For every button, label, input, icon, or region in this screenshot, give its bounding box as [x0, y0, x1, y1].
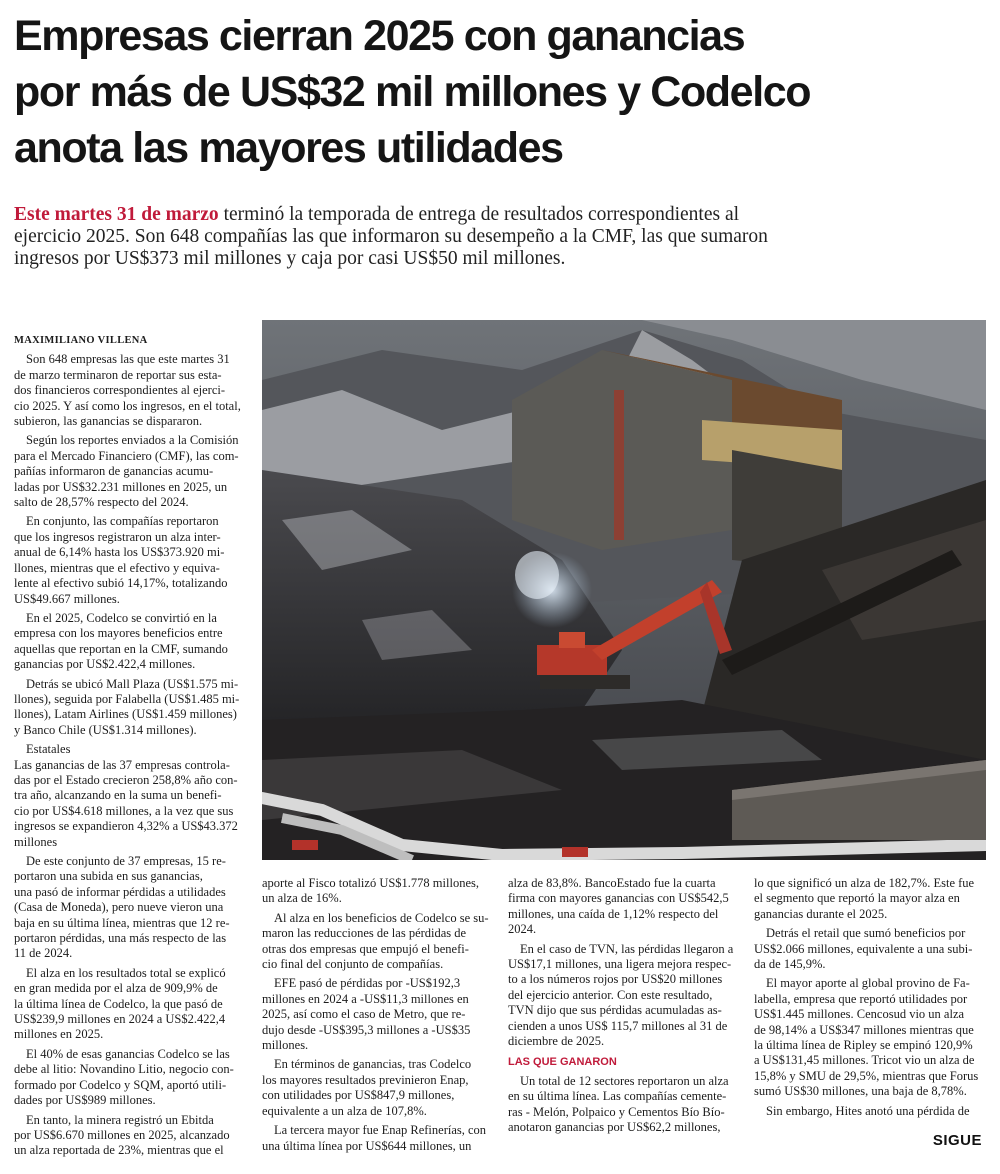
- headline-line: anota las mayores utilidades: [14, 124, 563, 172]
- text-line: US$49.667 millones.: [14, 591, 120, 606]
- text-line: (Casa de Moneda), pero nueve vieron una: [14, 900, 224, 915]
- paragraph: [14, 1047, 254, 1109]
- text-line: En conjunto, las compañías reportaron: [26, 514, 219, 529]
- text-line: por US$6.670 millones en 2025, alcanzado: [14, 1127, 230, 1142]
- text-line: Detrás se ubicó Mall Plaza (US$1.575 mi-: [26, 676, 239, 691]
- text-line: 2025, así como el caso de Metro, que re-: [262, 1007, 466, 1022]
- text-line: baja en su última línea, mientras que 12 re-: [14, 915, 230, 930]
- text-line: portaron pérdidas, una más respecto de las: [14, 931, 227, 946]
- text-line: En términos de ganancias, tras Codelco: [274, 1057, 472, 1072]
- text-line: millones: [14, 834, 58, 849]
- text-line: en su última línea. Las compañías cemente-: [508, 1089, 727, 1104]
- lead-text: terminó la temporada de entrega de resultados correspondientes al: [218, 204, 740, 225]
- text-line: debe al litio: Novandino Litio, negocio con-: [14, 1062, 234, 1077]
- text-line: llones), Latam Airlines (US$1.459 millones): [14, 707, 237, 722]
- byline: MAXIMILIANO VILLENA: [14, 335, 148, 346]
- text-line: lo que significó un alza de 182,7%. Este fue: [754, 876, 975, 890]
- text-line: el segmento que reportó la mayor alza en: [754, 891, 960, 906]
- paragraph: [262, 976, 494, 1053]
- text-line: portaron una subida en sus ganancias,: [14, 869, 203, 884]
- text-line: otras dos empresas que empujó el benefi-: [262, 941, 469, 956]
- text-line: anotaron ganancias por US$62,2 millones,: [508, 1120, 721, 1135]
- text-line: que los ingresos registraron un alza inter-: [14, 529, 221, 544]
- article-column-3: [508, 876, 740, 1140]
- text-line: de 98,14% a US$347 millones mientras que: [754, 1022, 974, 1037]
- text-line: El 40% de esas ganancias Codelco se las: [26, 1046, 230, 1061]
- text-line: EFE pasó de pérdidas por -US$192,3: [274, 976, 461, 991]
- text-line: anual de 6,14% hasta los US$373.920 mi-: [14, 545, 225, 560]
- text-line: los mayores resultados previnieron Enap,: [262, 1072, 469, 1087]
- paragraph: [262, 876, 494, 907]
- paragraph: [14, 433, 254, 510]
- text-line: Detrás el retail que sumó beneficios por: [766, 926, 966, 941]
- text-line: un alza reportada de 23%, mientras que el: [14, 1143, 224, 1158]
- text-line: La tercera mayor fue Enap Refinerías, con: [274, 1123, 487, 1138]
- text-line: ladas por US$32.231 millones en 2025, un: [14, 479, 228, 494]
- paragraph: [14, 758, 254, 850]
- text-line: TVN dijo que sus pérdidas acumuladas as-: [508, 1003, 722, 1018]
- paragraph: [14, 352, 254, 429]
- text-line: maron las reducciones de las pérdidas de: [262, 926, 467, 941]
- text-line: dujo desde -US$395,3 millones a -US$35: [262, 1022, 471, 1037]
- text-line: firma con mayores ganancias con US$542,5: [508, 891, 729, 906]
- headline-line: Empresas cierran 2025 con ganancias: [14, 12, 745, 60]
- text-line: labella, empresa que reportó utilidades por: [754, 991, 968, 1006]
- text-line: Al alza en los beneficios de Codelco se su-: [274, 910, 489, 925]
- text-line: empresa con los mayores beneficios entre: [14, 626, 223, 641]
- text-line: to a los números rojos por US$20 millones: [508, 972, 723, 987]
- text-line: lente al efectivo subió 14,17%, totalizando: [14, 576, 228, 591]
- paragraph: [14, 677, 254, 739]
- text-line: con utilidades por US$847,9 millones,: [262, 1088, 455, 1103]
- text-line: cienden a unos US$ 115,7 millones al 31 de: [508, 1018, 728, 1033]
- paragraph: [508, 942, 740, 1050]
- text-line: salto de 28,57% respecto del 2024.: [14, 495, 189, 510]
- text-line: cio por US$4.618 millones, a la vez que sus: [14, 803, 234, 818]
- text-line: US$239,9 millones en 2024 a US$2.422,4: [14, 1012, 226, 1027]
- text-line: a US$131,45 millones. Tricot vio un alza de: [754, 1053, 975, 1068]
- text-line: subieron, las ganancias se dispararon.: [14, 414, 203, 429]
- paragraph: [14, 1113, 254, 1159]
- text-line: dos financieros correspondientes al ejerci-: [14, 383, 226, 398]
- headline: [14, 8, 989, 176]
- text-line: millones en 2025.: [14, 1027, 104, 1042]
- text-line: diciembre de 2025.: [508, 1034, 605, 1049]
- text-line: una última línea por US$644 millones, un: [262, 1138, 472, 1153]
- text-line: US$17,1 millones, una ligera mejora respec-: [508, 957, 732, 972]
- lead-line: ejercicio 2025. Son 648 compañías las que informaron su desempeño a la CMF, las que sumaron: [14, 226, 768, 247]
- text-line: 11 de 2024.: [14, 946, 73, 961]
- text-line: una pasó de informar pérdidas a utilidades: [14, 884, 226, 899]
- text-line: Son 648 empresas las que este martes 31: [26, 352, 230, 367]
- paragraph: [14, 966, 254, 1043]
- subhead-estatales: Estatales: [26, 742, 71, 757]
- text-line: 15,8% y SMU de 29,5%, mientras que Forus: [754, 1068, 979, 1083]
- subhead-las-que-ganaron: LAS QUE GANARON: [508, 1056, 617, 1069]
- text-line: en gran medida por el alza de 909,9% de: [14, 981, 218, 996]
- paragraph: [14, 854, 254, 962]
- text-line: das por el Estado crecieron 258,8% año con-: [14, 772, 238, 787]
- text-line: Un total de 12 sectores reportaron un alza: [520, 1073, 729, 1088]
- text-line: llones, mientras que el efectivo y equiva-: [14, 560, 220, 575]
- text-line: De este conjunto de 37 empresas, 15 re-: [26, 854, 226, 868]
- lead-highlight: Este martes 31 de marzo: [14, 204, 219, 225]
- text-line: de marzo terminaron de reportar sus esta-: [14, 367, 222, 382]
- article-column-2: [262, 876, 494, 1158]
- text-line: millones en 2024 a -US$11,3 millones en: [262, 991, 469, 1006]
- paragraph: [262, 911, 494, 973]
- text-line: El mayor aporte al global provino de Fa-: [766, 976, 970, 991]
- article-column-1: [14, 333, 254, 1163]
- text-line: del ejercicio anterior. Con este resultado,: [508, 987, 713, 1002]
- text-line: 2024.: [508, 922, 537, 937]
- text-line: US$2.066 millones, equivalente a una subi-: [754, 941, 973, 956]
- paragraph: [14, 514, 254, 606]
- text-line: aporte al Fisco totalizó US$1.778 millones,: [262, 876, 479, 890]
- text-line: da de 145,9%.: [754, 957, 826, 972]
- mining-site-photo: [262, 320, 986, 860]
- lead-paragraph: [14, 204, 989, 270]
- headline-line: por más de US$32 mil millones y Codelco: [14, 68, 811, 116]
- text-line: Sin embargo, Hites anotó una pérdida de: [766, 1103, 970, 1118]
- text-line: cio 2025. Y así como los ingresos, en el total,: [14, 398, 241, 413]
- text-line: El alza en los resultados total se explicó: [26, 965, 226, 980]
- lead-line: [14, 204, 989, 226]
- text-line: formado por Codelco y SQM, aportó utili-: [14, 1077, 227, 1092]
- text-line: sumó US$30 millones, una baja de 8,78%.: [754, 1084, 967, 1099]
- text-line: la última línea de Codelco, la que pasó de: [14, 996, 223, 1011]
- text-line: ras - Melón, Polpaico y Cementos Bío Bío-: [508, 1104, 725, 1119]
- text-line: Según los reportes enviados a la Comisión: [26, 433, 239, 448]
- text-line: cio final del conjunto de compañías.: [262, 957, 444, 972]
- text-line: millones.: [262, 1038, 309, 1053]
- text-line: En tanto, la minera registró un Ebitda: [26, 1112, 214, 1127]
- text-line: millones, una caída de 1,12% respecto del: [508, 906, 719, 921]
- article-column-4: [754, 876, 988, 1123]
- paragraph: [754, 876, 988, 922]
- photo-illustration: [262, 320, 986, 860]
- text-line: pañías informaron de ganancias acumu-: [14, 464, 214, 479]
- text-line: la última línea de Ripley se empinó 120,9%: [754, 1038, 973, 1053]
- paragraph: [508, 876, 740, 938]
- paragraph: [754, 1104, 988, 1119]
- text-line: En el 2025, Codelco se convirtió en la: [26, 610, 217, 625]
- text-line: ganancias durante el 2025.: [754, 906, 888, 921]
- lead-line: ingresos por US$373 mil millones y caja por casi US$50 mil millones.: [14, 248, 566, 269]
- continue-marker: SIGUE: [932, 1132, 982, 1149]
- text-line: ganancias por US$2.422,4 millones.: [14, 657, 196, 672]
- text-line: ingresos se expandieron 4,32% a US$43.372: [14, 819, 238, 834]
- text-line: aquellas que reportan en la CMF, sumando: [14, 641, 228, 656]
- text-line: dades por US$989 millones.: [14, 1093, 156, 1108]
- text-line: tra año, alcanzando en la suma un benefi-: [14, 788, 222, 803]
- text-line: un alza de 16%.: [262, 891, 342, 906]
- text-line: para el Mercado Financiero (CMF), las com-: [14, 448, 239, 463]
- text-line: alza de 83,8%. BancoEstado fue la cuarta: [508, 876, 716, 890]
- text-line: Las ganancias de las 37 empresas controla-: [14, 757, 230, 772]
- paragraph: [508, 1074, 740, 1136]
- text-line: y Banco Chile (US$1.314 millones).: [14, 722, 197, 737]
- text-line: equivalente a un alza de 107,8%.: [262, 1103, 427, 1118]
- text-line: US$1.445 millones. Cencosud vio un alza: [754, 1007, 965, 1022]
- text-line: En el caso de TVN, las pérdidas llegaron a: [520, 941, 734, 956]
- paragraph: [262, 1123, 494, 1154]
- paragraph: [262, 1057, 494, 1119]
- paragraph: [754, 976, 988, 1099]
- paragraph: [14, 611, 254, 673]
- text-line: llones), seguida por Falabella (US$1.485 mi-: [14, 691, 240, 706]
- paragraph: [754, 926, 988, 972]
